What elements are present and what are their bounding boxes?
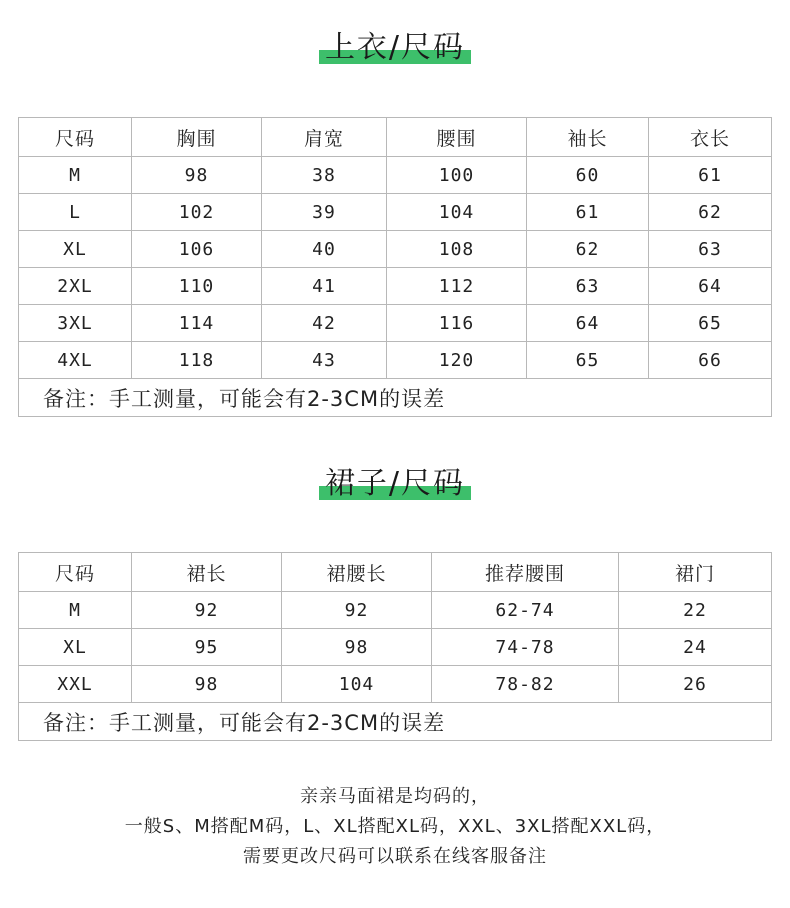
table-header-row <box>19 553 772 592</box>
header-cell: 衣长 <box>649 118 772 157</box>
top-size-table <box>18 117 772 417</box>
table-cell: 95 <box>132 629 282 666</box>
table-cell: 40 <box>262 231 387 268</box>
table-cell: 61 <box>649 157 772 194</box>
table-cell: M <box>19 157 132 194</box>
table-cell: 62-74 <box>432 592 619 629</box>
table-row <box>19 342 772 379</box>
table-cell: 98 <box>132 666 282 703</box>
table-cell: 63 <box>527 268 649 305</box>
header-cell: 胸围 <box>132 118 262 157</box>
table-cell: XL <box>19 629 132 666</box>
measurement-note: 备注：手工测量，可能会有2-3CM的误差 <box>19 379 772 417</box>
header-cell: 袖长 <box>527 118 649 157</box>
header-cell: 尺码 <box>19 553 132 592</box>
table-cell: 102 <box>132 194 262 231</box>
top-title-wrap <box>319 22 471 66</box>
table-cell: 104 <box>282 666 432 703</box>
table-cell: 38 <box>262 157 387 194</box>
table-cell: 118 <box>132 342 262 379</box>
header-cell: 裙腰长 <box>282 553 432 592</box>
table-cell: 104 <box>387 194 527 231</box>
note-row <box>19 703 772 741</box>
table-cell: XXL <box>19 666 132 703</box>
table-cell: 62 <box>527 231 649 268</box>
header-cell: 腰围 <box>387 118 527 157</box>
header-cell: 尺码 <box>19 118 132 157</box>
footer-line: 亲亲马面裙是均码的， <box>300 786 490 807</box>
table-cell: 116 <box>387 305 527 342</box>
table-row <box>19 194 772 231</box>
table-row <box>19 268 772 305</box>
header-cell: 裙长 <box>132 553 282 592</box>
table-cell: 64 <box>649 268 772 305</box>
skirt-section-title <box>0 458 790 502</box>
table-cell: 100 <box>387 157 527 194</box>
table-cell: 110 <box>132 268 262 305</box>
top-title-text: 上衣/尺码 <box>324 30 466 65</box>
table-cell: XL <box>19 231 132 268</box>
skirt-title-wrap <box>319 458 471 502</box>
table-cell: 106 <box>132 231 262 268</box>
table-cell: 108 <box>387 231 527 268</box>
table-row <box>19 157 772 194</box>
table-cell: M <box>19 592 132 629</box>
table-cell: 22 <box>619 592 772 629</box>
skirt-title-text: 裙子/尺码 <box>324 466 466 501</box>
table-cell: 26 <box>619 666 772 703</box>
table-cell: 43 <box>262 342 387 379</box>
table-cell: 74-78 <box>432 629 619 666</box>
table-row <box>19 231 772 268</box>
skirt-size-table <box>18 552 772 741</box>
table-cell: 66 <box>649 342 772 379</box>
table-cell: 4XL <box>19 342 132 379</box>
measurement-note: 备注：手工测量，可能会有2-3CM的误差 <box>19 703 772 741</box>
table-cell: 24 <box>619 629 772 666</box>
footer-notes <box>0 782 790 872</box>
note-row <box>19 379 772 417</box>
footer-line: 需要更改尺码可以联系在线客服备注 <box>243 846 547 867</box>
table-cell: 3XL <box>19 305 132 342</box>
table-row <box>19 666 772 703</box>
header-cell: 裙门 <box>619 553 772 592</box>
table-row <box>19 592 772 629</box>
table-cell: 65 <box>649 305 772 342</box>
table-cell: 98 <box>132 157 262 194</box>
table-cell: L <box>19 194 132 231</box>
table-header-row <box>19 118 772 157</box>
table-cell: 39 <box>262 194 387 231</box>
table-cell: 112 <box>387 268 527 305</box>
footer-line: 一般S、M搭配M码，L、XL搭配XL码，XXL、3XL搭配XXL码， <box>124 816 666 837</box>
table-cell: 64 <box>527 305 649 342</box>
table-cell: 41 <box>262 268 387 305</box>
header-cell: 肩宽 <box>262 118 387 157</box>
table-row <box>19 305 772 342</box>
table-cell: 63 <box>649 231 772 268</box>
table-cell: 62 <box>649 194 772 231</box>
table-cell: 65 <box>527 342 649 379</box>
table-cell: 60 <box>527 157 649 194</box>
table-cell: 98 <box>282 629 432 666</box>
table-cell: 120 <box>387 342 527 379</box>
table-cell: 78-82 <box>432 666 619 703</box>
table-cell: 92 <box>132 592 282 629</box>
table-cell: 114 <box>132 305 262 342</box>
table-cell: 92 <box>282 592 432 629</box>
table-cell: 61 <box>527 194 649 231</box>
table-cell: 2XL <box>19 268 132 305</box>
header-cell: 推荐腰围 <box>432 553 619 592</box>
table-row <box>19 629 772 666</box>
table-cell: 42 <box>262 305 387 342</box>
top-section-title <box>0 22 790 66</box>
